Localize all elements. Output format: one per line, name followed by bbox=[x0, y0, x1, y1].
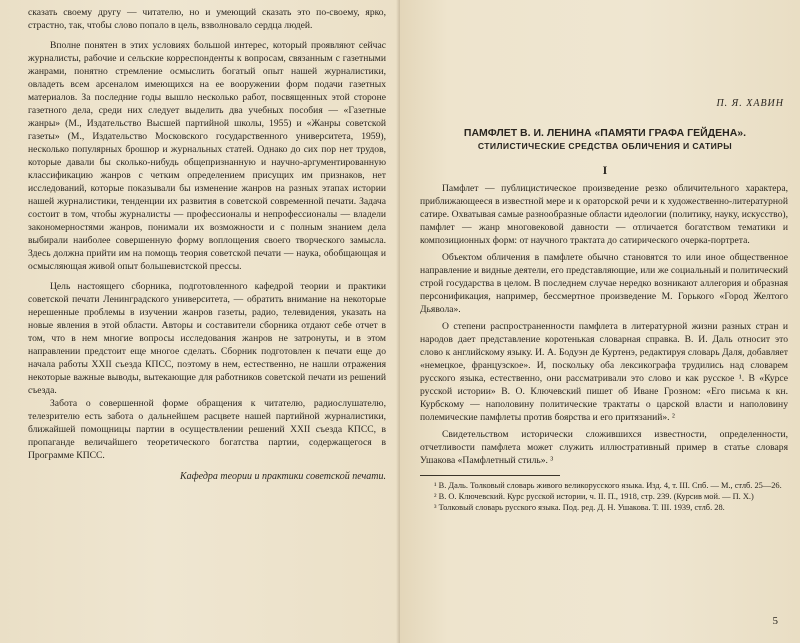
article-body bbox=[420, 182, 788, 513]
paragraph-evidence: Свидетельством исторически сложившихся известности, определенности, отчетливости памфлета может служить иллюстративный пример в статье словаря Ушакова «Памфлетный стиль». ³ bbox=[420, 429, 788, 466]
department-signature: Кафедра теории и практики советской печати. bbox=[179, 471, 386, 482]
paragraph-distribution: О степени распространенности памфлета в литературной жизни разных стран и народов дает представление коротенькая словарная справка. В. И. Даль относит это слово к английскому языку. И. А. Бодуэн де Куртенэ, редактируя словарь Даля, добавляет «немецкое, французское». И, поскольку оба лексикографа трудились над словарем русского языка, естественно, они рассматривали это слово и как русское ¹. В «Курсе русской истории» В. О. Ключевский пишет об Иване Грозном: «Его письма к кн. Курбскому — наполовину политические трактаты о царской власти и наполовину полемические памфлеты против боярства и его притязаний». ² bbox=[420, 321, 788, 423]
paragraph-object: Объектом обличения в памфлете обычно становятся то или иное общественное направление и видные деятели, его представляющие, или же социальный и политический строй государства в целом. В последнем случае нередко возникают аллегория и образная персонификация, например, бессмертное произведение М. Горького «Город Желтого Дьявола». bbox=[420, 252, 788, 315]
paragraph-purpose: Цель настоящего сборника, подготовленного кафедрой теории и практики советской печати Ленинградского университета, — обратить внимание на некоторые нерешенные проблемы в изучении жанров газеты, радио, телевидения, указать на новые явления в этой области. Авторы и составители сборника отдают себе отчет в том, что в нем многие вопросы исследования жанров не затронуты, и в этом направлении предстоит еще многое сделать. Сборник подготовлен к печати еще до начала работы XXII съезда КПСС, поэтому в нем, естественно, не нашли отражения некоторые важные выводы, вытекающие для работников советской печати из решений съезда. bbox=[28, 281, 386, 396]
footnotes bbox=[420, 480, 788, 513]
footnote-1: ¹ В. Даль. Толковый словарь живого великорусского языка. Изд. 4, т. III. Спб. — М., стлб. 25—26. bbox=[434, 481, 782, 490]
page-number: 5 bbox=[772, 615, 778, 627]
paragraph-continuation: сказать своему другу — читателю, но и умеющий сказать это по-своему, ярко, страстно, так, чтобы слово попало в цель, взволновало сердца людей. bbox=[28, 7, 386, 31]
paragraph-definition: Памфлет — публицистическое произведение резко обличительного характера, приближающееся в известной мере и к ораторской речи и к художественно-литературной сатире. Охватывая самые разнообразные области идеологии (политику, науку, искусство), памфлет — жанр многовековой давности — отличается богатством тематики и композиционных форм: от научного трактата до сатирического очерка-портрета. bbox=[420, 183, 788, 246]
footnote-3: ³ Толковый словарь русского языка. Под. ред. Д. Н. Ушакова. Т. III. 1939, стлб. 28. bbox=[434, 503, 725, 512]
section-number: I bbox=[602, 163, 608, 177]
right-page bbox=[400, 0, 800, 643]
footnote-divider bbox=[420, 475, 560, 476]
paragraph-interest: Вполне понятен в этих условиях большой интерес, который проявляют сейчас журналисты, рабочие и сельские корреспонденты к вопросам, связанным с газетными жанрами, понятно стремление осмыслить богатый опыт нашей журналистики, овладеть всем арсеналом имеющихся на ее вооружении форм подачи газетных материалов. За последние годы вышло несколько работ, посвященных этой стороне газетного дела, среди них следует выделить два учебных пособия — «Газетные жанры» (М., Издательство Высшей партийной школы, 1955) и «Жанры советской газеты» (М., Издательство Московского государственного университета, 1959), несколько популярных брошюр и журнальных статей. Однако до сих пор нет трудов, которые давали бы сколько-нибудь общепризнанную и научно-аргументированную классификацию жанров с четким определением присущих им признаков, нет исследований, которые показывали бы изменение жанров на разных этапах истории нашей журналистики, тенденции их развития в советской современной печати. Задача состоит в том, чтобы журналисты — профессионалы и непрофессионалы — владели закономерностями жанров, понимали их возможности и с полным знанием дела выбирали наиболее совершенную форму воплощения своего творческого замысла. Здесь должна прийти им на помощь теория советской печати — наука, обобщающая и осмысляющая живой опыт большевистской прессы. bbox=[28, 40, 386, 272]
article-title: ПАМФЛЕТ В. И. ЛЕНИНА «ПАМЯТИ ГРАФА ГЕЙДЕНА». bbox=[463, 127, 747, 139]
paragraph-care: Забота о совершенной форме обращения к читателю, радиослушателю, телезрителю есть забота о дальнейшем расцвете нашей партийной журналистики, ближайшей помощницы партии в осуществлении решений XXII съезда КПСС, в пропаганде величайшего теоретического богатства партии, содержащегося в Программе КПСС. bbox=[28, 398, 386, 461]
article-author: П. Я. ХАВИН bbox=[716, 98, 784, 109]
footnote-2: ² В. О. Ключевский. Курс русской истории, ч. II. П., 1918, стр. 239. (Курсив мой. — П. Х.) bbox=[434, 492, 754, 501]
article-subtitle: СТИЛИСТИЧЕСКИЕ СРЕДСТВА ОБЛИЧЕНИЯ И САТИРЫ bbox=[477, 141, 733, 151]
